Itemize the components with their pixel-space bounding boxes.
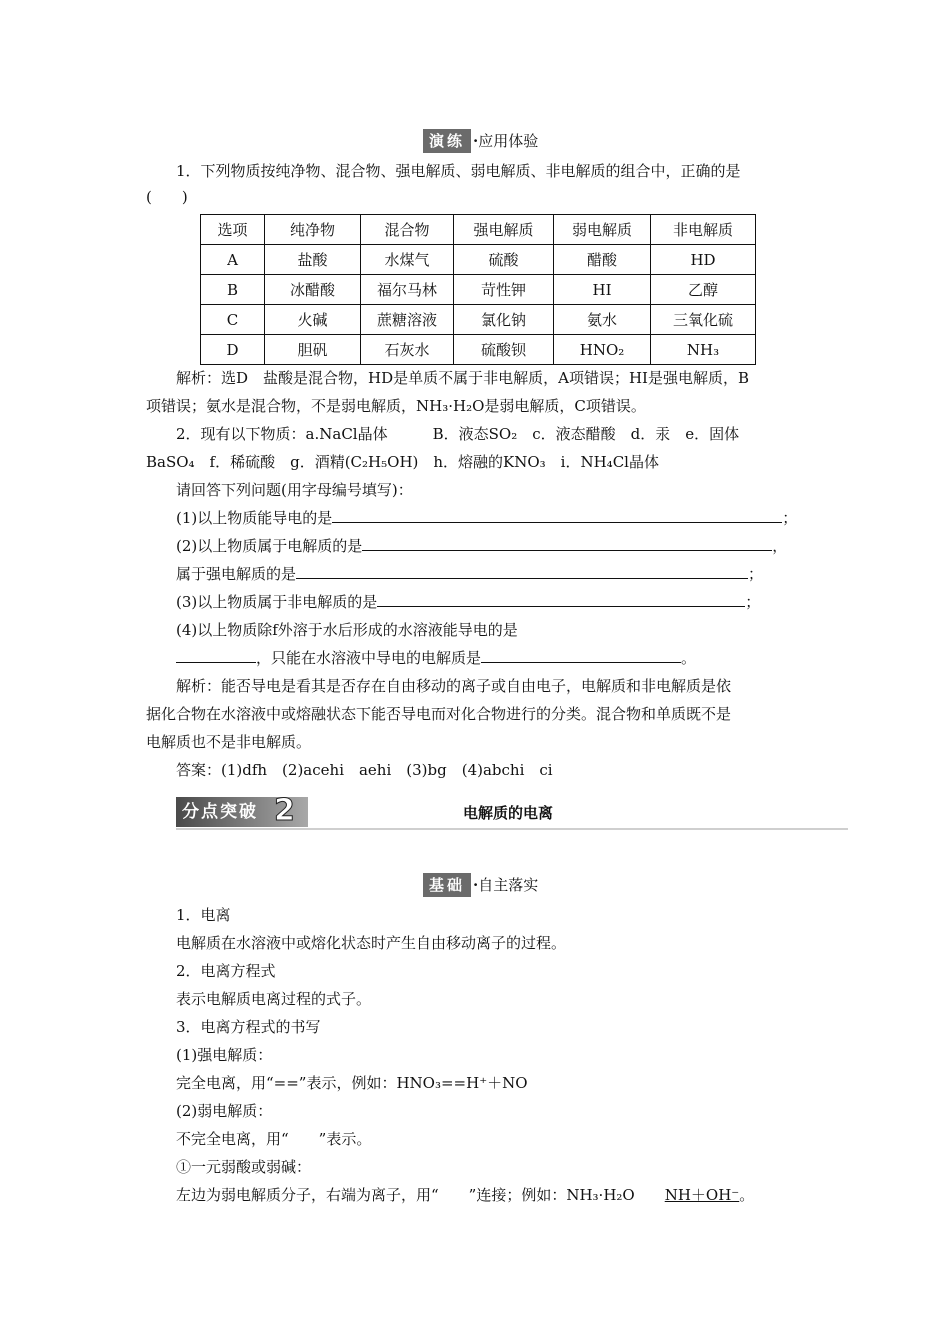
ion-equation: NH＋OH⁻ — [664, 1186, 740, 1204]
section-title: 应用体验 — [478, 132, 539, 150]
question-2-prompt: 请回答下列问题(用字母编号填写)： — [176, 481, 413, 499]
fill-prompt: 属于强电解质的是 — [176, 565, 297, 583]
answer-paren: ( ) — [146, 188, 188, 206]
fill-end: 。 — [681, 649, 697, 667]
body-line: 表示电解质电离过程的式子。 — [176, 990, 372, 1008]
table-header-cell: 非电解质 — [651, 215, 756, 245]
body-line: 完全电离，用“==”表示，例如：HNO₃==H⁺＋NO — [176, 1074, 528, 1092]
section-number: 2 — [274, 793, 295, 828]
table-row — [201, 305, 756, 335]
table-row — [201, 335, 756, 365]
fill-line-4b — [176, 648, 696, 668]
fill-prompt: ，只能在水溶液中导电的电解质是 — [256, 649, 482, 667]
table-cell: C — [201, 305, 265, 335]
section-badge: 基础 — [423, 873, 471, 897]
table-header-cell: 弱电解质 — [554, 215, 651, 245]
answer-line: 答案：(1)dfh (2)acehi aehi (3)bg (4)abchi ci — [176, 761, 553, 779]
table-header-row — [201, 215, 756, 245]
question-1-text: 1．下列物质按纯净物、混合物、强电解质、弱电解质、非电解质的组合中，正确的是 — [176, 162, 741, 180]
answer-blank[interactable] — [176, 648, 256, 663]
table-cell: B — [201, 275, 265, 305]
analysis-line: 据化合物在水溶液中或熔融状态下能否导电而对化合物进行的分类。混合物和单质既不是 — [146, 705, 732, 723]
table-cell: 福尔马林 — [361, 275, 454, 305]
table-cell: 苛性钾 — [454, 275, 554, 305]
fill-end: ； — [782, 509, 798, 527]
table-header-cell: 选项 — [201, 215, 265, 245]
table-cell: NH₃ — [651, 335, 756, 365]
table-cell: 盐酸 — [265, 245, 361, 275]
table-cell: 石灰水 — [361, 335, 454, 365]
table-cell: 火碱 — [265, 305, 361, 335]
analysis-line: 解析：选D 盐酸是混合物，HD是单质不属于非电解质，A项错误；HI是强电解质，B — [176, 369, 749, 387]
body-text: 左边为弱电解质分子，右端为离子，用“ ”连接；例如：NH₃·H₂O — [176, 1186, 665, 1204]
options-table — [200, 214, 756, 365]
body-line: (2)弱电解质： — [176, 1102, 273, 1120]
table-cell: 醋酸 — [554, 245, 651, 275]
body-line: 2．电离方程式 — [176, 962, 276, 980]
table-cell: 冰醋酸 — [265, 275, 361, 305]
question-2-text: BaSO₄ f．稀硫酸 g．酒精(C₂H₅OH) h．熔融的KNO₃ i．NH₄Cl晶体 — [146, 453, 659, 471]
section-heading-practice — [423, 129, 538, 153]
section-title: 自主落实 — [478, 876, 539, 894]
table-header-cell: 强电解质 — [454, 215, 554, 245]
table-cell: 氨水 — [554, 305, 651, 335]
table-cell: 水煤气 — [361, 245, 454, 275]
table-cell: A — [201, 245, 265, 275]
section-badge: 演练 — [423, 129, 471, 153]
table-row — [201, 245, 756, 275]
table-cell: 三氧化硫 — [651, 305, 756, 335]
answer-blank[interactable] — [332, 508, 782, 523]
fill-line-2b — [176, 564, 763, 584]
table-row — [201, 275, 756, 305]
fill-line-1 — [176, 508, 797, 528]
fill-line-2 — [176, 536, 787, 556]
body-line: 电解质在水溶液中或熔化状态时产生自由移动离子的过程。 — [176, 934, 567, 952]
fill-line-4: (4)以上物质除f外溶于水后形成的水溶液能导电的是 — [176, 621, 518, 639]
question-2-text: 2．现有以下物质：a.NaCl晶体 B．液态SO₂ c．液态醋酸 d．汞 e．固体 — [176, 425, 740, 443]
section-title: 电解质的电离 — [463, 804, 554, 822]
fill-end: ； — [745, 593, 761, 611]
analysis-line: 电解质也不是非电解质。 — [146, 733, 312, 751]
body-line: (1)强电解质： — [176, 1046, 273, 1064]
analysis-line: 项错误；氨水是混合物，不是弱电解质，NH₃·H₂O是弱电解质，C项错误。 — [146, 397, 646, 415]
table-cell: 硫酸 — [454, 245, 554, 275]
body-line: ①一元弱酸或弱碱： — [176, 1158, 312, 1176]
section-label-text: 分点突破 — [182, 802, 258, 822]
body-line: 不完全电离，用“ ”表示。 — [176, 1130, 372, 1148]
heading-dot: · — [473, 876, 479, 894]
table-cell: 氯化钠 — [454, 305, 554, 335]
table-cell: 胆矾 — [265, 335, 361, 365]
body-end: 。 — [739, 1186, 755, 1204]
table-cell: 蔗糖溶液 — [361, 305, 454, 335]
answer-blank[interactable] — [377, 592, 745, 607]
fill-prompt: (3)以上物质属于非电解质的是 — [176, 593, 378, 611]
answer-blank[interactable] — [296, 564, 748, 579]
table-cell: 硫酸钡 — [454, 335, 554, 365]
section-banner — [176, 793, 848, 830]
table-header-cell: 纯净物 — [265, 215, 361, 245]
section-divider — [176, 828, 848, 830]
answer-blank[interactable] — [362, 536, 772, 551]
fill-prompt: (1)以上物质能导电的是 — [176, 509, 333, 527]
heading-dot: · — [473, 132, 479, 150]
table-cell: D — [201, 335, 265, 365]
table-cell: HD — [651, 245, 756, 275]
fill-end: ； — [748, 565, 764, 583]
fill-prompt: (2)以上物质属于电解质的是 — [176, 537, 363, 555]
table-cell: 乙醇 — [651, 275, 756, 305]
table-cell: HNO₂ — [554, 335, 651, 365]
fill-end: ， — [772, 537, 788, 555]
body-line: 1．电离 — [176, 906, 231, 924]
fill-line-3 — [176, 592, 760, 612]
section-heading-basics — [423, 873, 538, 897]
body-line: 3．电离方程式的书写 — [176, 1018, 321, 1036]
table-cell: HI — [554, 275, 651, 305]
body-line — [176, 1185, 754, 1205]
table-header-cell: 混合物 — [361, 215, 454, 245]
answer-blank[interactable] — [481, 648, 681, 663]
analysis-line: 解析：能否导电是看其是否存在自由移动的离子或自由电子，电解质和非电解质是依 — [176, 677, 732, 695]
